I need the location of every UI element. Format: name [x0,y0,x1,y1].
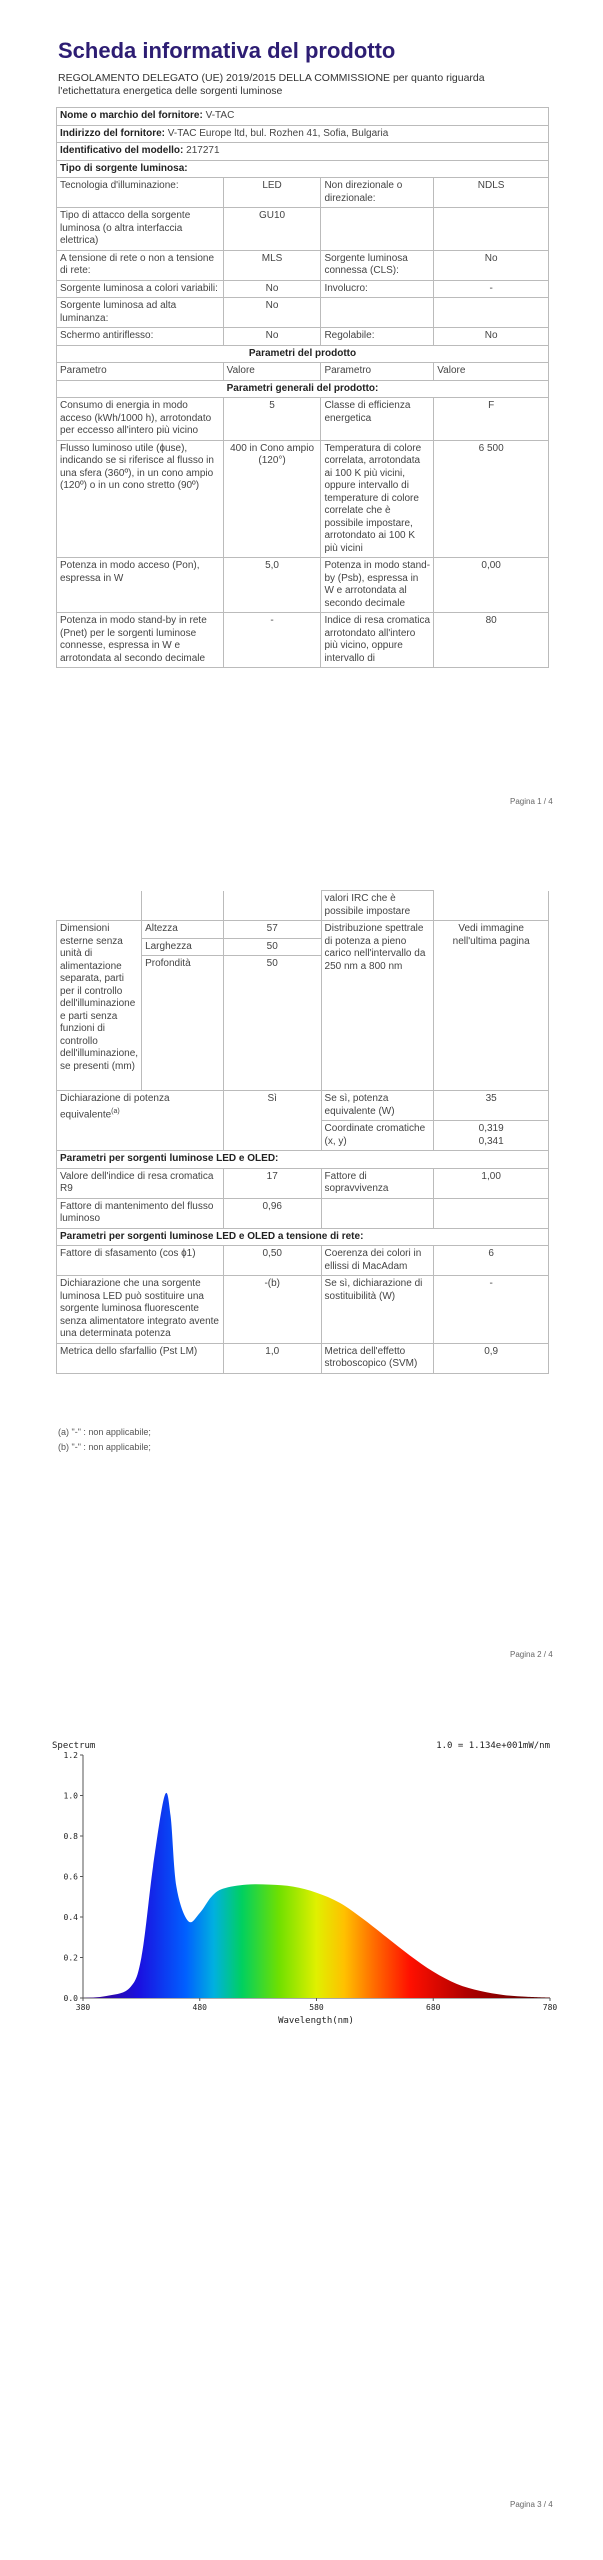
param-label: Potenza in modo stand-by (Psb), espressa in W e arrotondata al secondo decimale [321,558,434,613]
param-value [434,1198,549,1228]
param-label: Sorgente luminosa connessa (CLS): [321,250,434,280]
param-value: No [434,250,549,280]
param-label: Sorgente luminosa ad alta luminanza: [57,298,224,328]
x-axis-label: Wavelength(nm) [278,2016,354,2026]
param-value: 17 [223,1168,321,1198]
param-label: Consumo di energia in modo acceso (kWh/1000 h), arrotondato per eccesso all'intero più vicino [57,398,224,441]
dimensions-row [57,921,549,939]
param-value: MLS [223,250,321,280]
y-tick-label: 0.8 [63,1832,78,1841]
param-value: GU10 [223,208,321,251]
dim-label: Profondità [142,956,224,1091]
model-value: 217271 [186,145,220,156]
column-headers [57,363,549,381]
param-value: 1,0 [223,1343,321,1373]
dimensions-label: Dimensioni esterne senza unità di alimentazione separata, parti per il controllo dell'illuminazione e parti senza funzioni di controllo dell'illuminazione, se presenti (mm) [57,921,142,1091]
table-row [57,440,549,558]
param-label: Potenza in modo stand-by in rete (Pnet) per le sorgenti luminose connesse, espressa in W e arrotondata al secondo decimale [57,613,224,668]
param-value: Sì [223,1091,321,1151]
param-value: 0,00 [434,558,549,613]
table-row [57,891,549,921]
param-label: Metrica dello sfarfallio (Pst LM) [57,1343,224,1373]
param-label: Classe di efficienza energetica [321,398,434,441]
chart-scale-note: 1.0 = 1.134e+001mW/nm [436,1741,550,1751]
footnote: (a) "-" : non applicabile; [58,1427,151,1437]
param-label: Coordinate cromatiche (x, y) [321,1121,434,1151]
param-label: Se sì, potenza equivalente (W) [321,1091,434,1121]
table-row [57,398,549,441]
param-label: Potenza in modo acceso (Pon), espressa in W [57,558,224,613]
param-value: -(b) [223,1276,321,1344]
param-label: Dichiarazione di potenza equivalente [60,1093,170,1120]
param-label: Regolabile: [321,328,434,346]
dim-value: 50 [223,956,321,1091]
footnotes [58,1425,151,1455]
param-label: Flusso luminoso utile (ɸuse), indicando se si riferisce al flusso in una sfera (360º), in un cono ampio (120º) o in un cono stretto (90º) [57,440,224,558]
regulation-text: REGOLAMENTO DELEGATO (UE) 2019/2015 DELLA COMMISSIONE per quanto riguarda l'etichettatura energetica delle sorgenti luminose [58,72,485,97]
param-value: 5,0 [223,558,321,613]
supplier-label: Nome o marchio del fornitore: [60,110,203,121]
col-header: Parametro [57,363,224,381]
x-tick-label: 780 [542,2003,558,2012]
dim-value: 57 [223,921,321,939]
param-label: Valore dell'indice di resa cromatica R9 [57,1168,224,1198]
param-value: - [434,1276,549,1344]
params-header: Parametri del prodotto [57,345,549,363]
y-tick-label: 1.2 [63,1751,78,1760]
param-value: F [434,398,549,441]
param-value [434,298,549,328]
product-info-table [56,107,549,668]
param-label: Temperatura di colore correlata, arrotondata ai 100 K più vicini, oppure intervallo di temperature di colore correlate che è possibile impostare, arrotondato ai 100 K più vicini [321,440,434,558]
param-value: No [223,298,321,328]
x-tick-label: 580 [309,2003,324,2012]
param-label [321,1198,434,1228]
x-tick-label: 680 [426,2003,441,2012]
y-tick-label: 0.0 [63,1994,78,2003]
param-value: 6 [434,1246,549,1276]
param-label: Se sì, dichiarazione di sostituibilità (W) [321,1276,434,1344]
param-value: 0,96 [223,1198,321,1228]
param-value: 0,50 [223,1246,321,1276]
param-label: Involucro: [321,280,434,298]
param-value: No [223,280,321,298]
footnote: (b) "-" : non applicabile; [58,1442,151,1452]
col-header: Parametro [321,363,434,381]
footnote-ref: (a) [111,1107,120,1115]
y-tick-label: 0.4 [63,1913,78,1922]
param-value: 1,00 [434,1168,549,1198]
address-label: Indirizzo del fornitore: [60,127,165,139]
supplier-value: V-TAC [205,110,235,121]
param-value: Vedi immagine nell'ultima pagina [434,921,549,1091]
x-tick-label: 380 [75,2003,91,2012]
param-value: LED [223,178,321,208]
table-row [57,1091,549,1121]
param-label: Fattore di sopravvivenza [321,1168,434,1198]
param-value [434,208,549,251]
param-label: Dichiarazione che una sorgente luminosa LED può sostituire una sorgente luminosa fluorescente senza alimentatore integrato avente una determinata potenza [57,1276,224,1344]
dim-label: Larghezza [142,938,224,956]
param-value: 6 500 [434,440,549,558]
table-row [57,208,549,251]
param-value: - [223,613,321,668]
product-info-table-continued [56,890,549,1374]
param-value: 0,341 [478,1135,504,1147]
param-label: Coerenza dei colori in ellissi di MacAdam [321,1246,434,1276]
param-value: No [223,328,321,346]
param-value: 400 in Cono ampio (120°) [223,440,321,558]
table-row [57,1246,549,1276]
param-label [321,298,434,328]
param-label: Indice di resa cromatica arrotondato all'intero più vicino, oppure intervallo di [321,613,434,668]
table-row [57,280,549,298]
page-number: Pagina 2 / 4 [510,1650,553,1659]
param-value: NDLS [434,178,549,208]
param-label: Fattore di sfasamento (cos ɸ1) [57,1246,224,1276]
source-type-label: Tipo di sorgente luminosa: [57,160,549,178]
param-label: A tensione di rete o non a tensione di rete: [57,250,224,280]
param-value: 5 [223,398,321,441]
param-value: 80 [434,613,549,668]
param-value: - [434,280,549,298]
col-header: Valore [434,363,549,381]
mains-header: Parametri per sorgenti luminose LED e OLED a tensione di rete: [57,1228,549,1246]
x-tick-label: 480 [192,2003,207,2012]
dim-value: 50 [223,938,321,956]
page-number: Pagina 3 / 4 [510,2500,553,2509]
table-row [57,298,549,328]
param-label: Sorgente luminosa a colori variabili: [57,280,224,298]
table-row [57,1343,549,1373]
table-row [57,1276,549,1344]
param-value: 35 [434,1091,549,1121]
dim-label: Altezza [142,921,224,939]
param-label [321,208,434,251]
table-row [57,558,549,613]
param-label: Distribuzione spettrale di potenza a pieno carico nell'intervallo da 250 nm a 800 nm [321,921,434,1091]
table-row [57,250,549,280]
param-label: Schermo antiriflesso: [57,328,224,346]
col-header: Valore [223,363,321,381]
param-label: valori IRC che è possibile impostare [321,891,434,921]
chart-title: Spectrum [52,1741,96,1751]
led-header: Parametri per sorgenti luminose LED e OLED: [57,1151,549,1169]
param-label: Fattore di mantenimento del flusso luminoso [57,1198,224,1228]
page-title: Scheda informativa del prodotto [58,38,396,63]
param-label: Tecnologia d'illuminazione: [57,178,224,208]
spectrum-chart [50,1740,558,2026]
param-value: No [434,328,549,346]
address-value: V-TAC Europe ltd, bul. Rozhen 41, Sofia, Bulgaria [167,127,389,139]
y-tick-label: 0.2 [63,1953,78,1963]
table-row [57,178,549,208]
param-value: 0,319 [478,1123,504,1134]
general-header: Parametri generali del prodotto: [57,380,549,398]
y-tick-label: 0.6 [63,1872,78,1882]
spectrum-area [83,1793,550,1998]
model-label: Identificativo del modello: [60,145,184,156]
page-number: Pagina 1 / 4 [510,797,553,806]
param-label: Non direzionale o direzionale: [321,178,434,208]
table-row [57,1168,549,1198]
table-row [57,613,549,668]
param-label: Tipo di attacco della sorgente luminosa (o altra interfaccia elettrica) [57,208,224,251]
param-value: 0,9 [434,1343,549,1373]
y-tick-label: 1.0 [63,1791,78,1801]
table-row [57,1198,549,1228]
table-row [57,328,549,346]
param-label: Metrica dell'effetto stroboscopico (SVM) [321,1343,434,1373]
